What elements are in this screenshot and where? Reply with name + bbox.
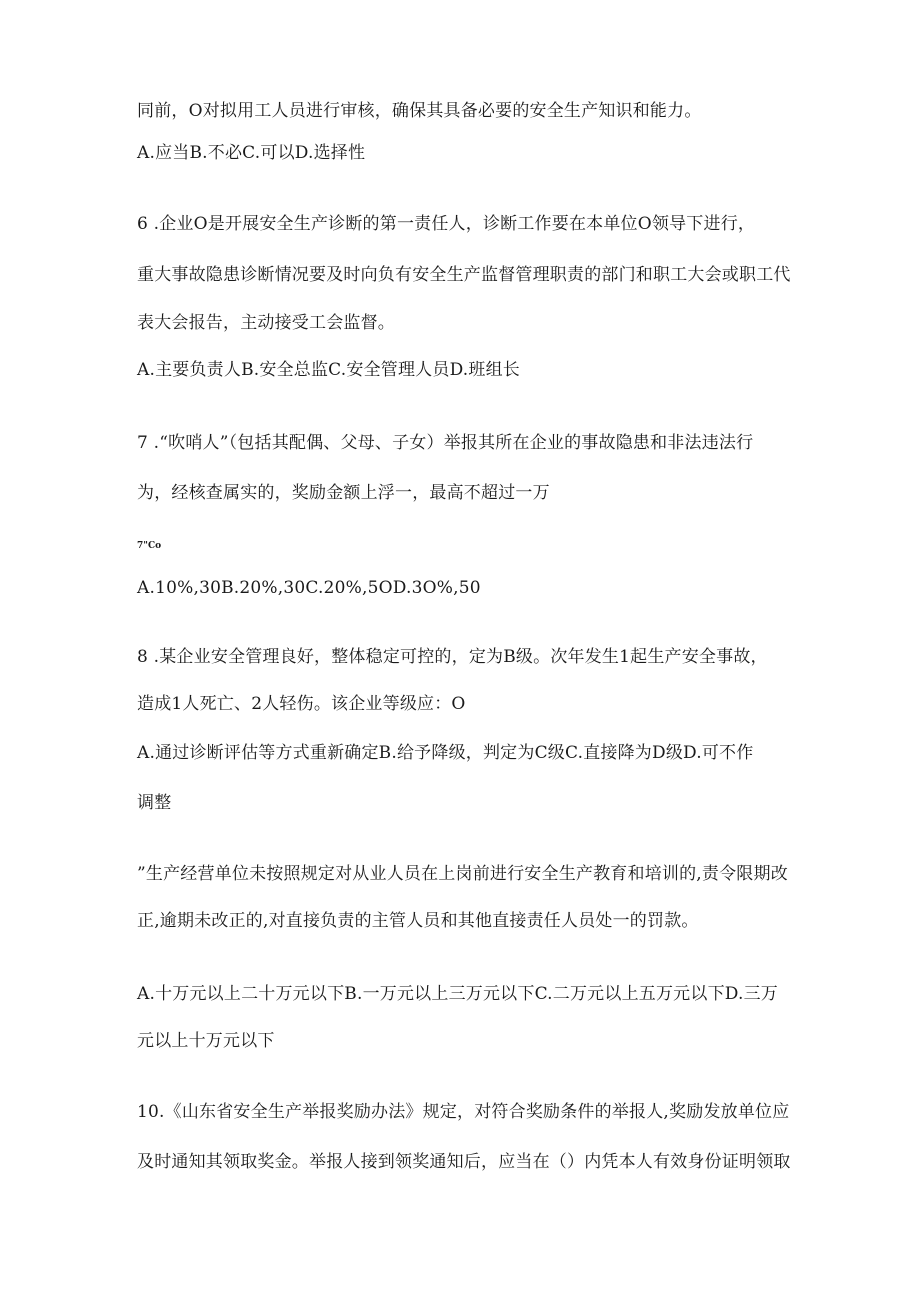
q7-options: A.10%,30B.20%,30C.20%,5OD.3O%,50 xyxy=(137,578,481,598)
q10-stem-line-2: 及时通知其领取奖金。举报人接到领奖通知后，应当在（）内凭本人有效身份证明领取 xyxy=(137,1152,791,1172)
q6-stem-line-3: 表大会报告，主动接受工会监督。 xyxy=(137,313,395,333)
q8-options-line-2: 调整 xyxy=(137,793,172,813)
q9-options-line-1: A.十万元以上二十万元以下B.一万元以上三万元以下C.二万元以上五万元以下D.三万 xyxy=(137,984,779,1004)
q8-stem-line-1: 8 .某企业安全管理良好，整体稳定可控的，定为B级。次年发生1起生产安全事故， xyxy=(137,647,768,667)
q6-stem-line-1: 6 .企业O是开展安全生产诊断的第一责任人，诊断工作要在本单位O领导下进行， xyxy=(137,214,756,234)
q8-options-line-1: A.通过诊断评估等方式重新确定B.给予降级，判定为C级C.直接降为D级D.可不作 xyxy=(137,743,754,763)
q9-stem-line-2: 正,逾期未改正的,对直接负责的主管人员和其他直接责任人员处一的罚款。 xyxy=(137,911,699,931)
q6-options: A.主要负责人B.安全总监C.安全管理人员D.班组长 xyxy=(137,360,521,380)
q9-options-line-2: 元以上十万元以下 xyxy=(137,1031,275,1051)
q10-stem-line-1: 10.《山东省安全生产举报奖励办法》规定，对符合奖励条件的举报人,奖励发放单位应 xyxy=(137,1102,790,1122)
q6-stem-line-2: 重大事故隐患诊断情况要及时向负有安全生产监督管理职责的部门和职工大会或职工代 xyxy=(137,265,791,285)
q7-stem-line-2: 为，经核查属实的，奖励金额上浮一，最高不超过一万 xyxy=(137,483,550,503)
q7-stem-line-1: 7 .“吹哨人”（包括其配偶、父母、子女）举报其所在企业的事故隐患和非法违法行 xyxy=(137,433,754,453)
q9-stem-line-1: ”生产经营单位未按照规定对从业人员在上岗前进行安全生产教育和培训的,责令限期改 xyxy=(137,864,788,884)
q5-stem-line-1: 同前，O对拟用工人员进行审核，确保其具备必要的安全生产知识和能力。 xyxy=(137,101,702,121)
q8-stem-line-2: 造成1人死亡、2人轻伤。该企业等级应：O xyxy=(137,694,466,714)
q7-stem-line-3: 7"Co xyxy=(137,541,162,551)
q5-options: A.应当B.不必C.可以D.选择性 xyxy=(137,143,366,163)
